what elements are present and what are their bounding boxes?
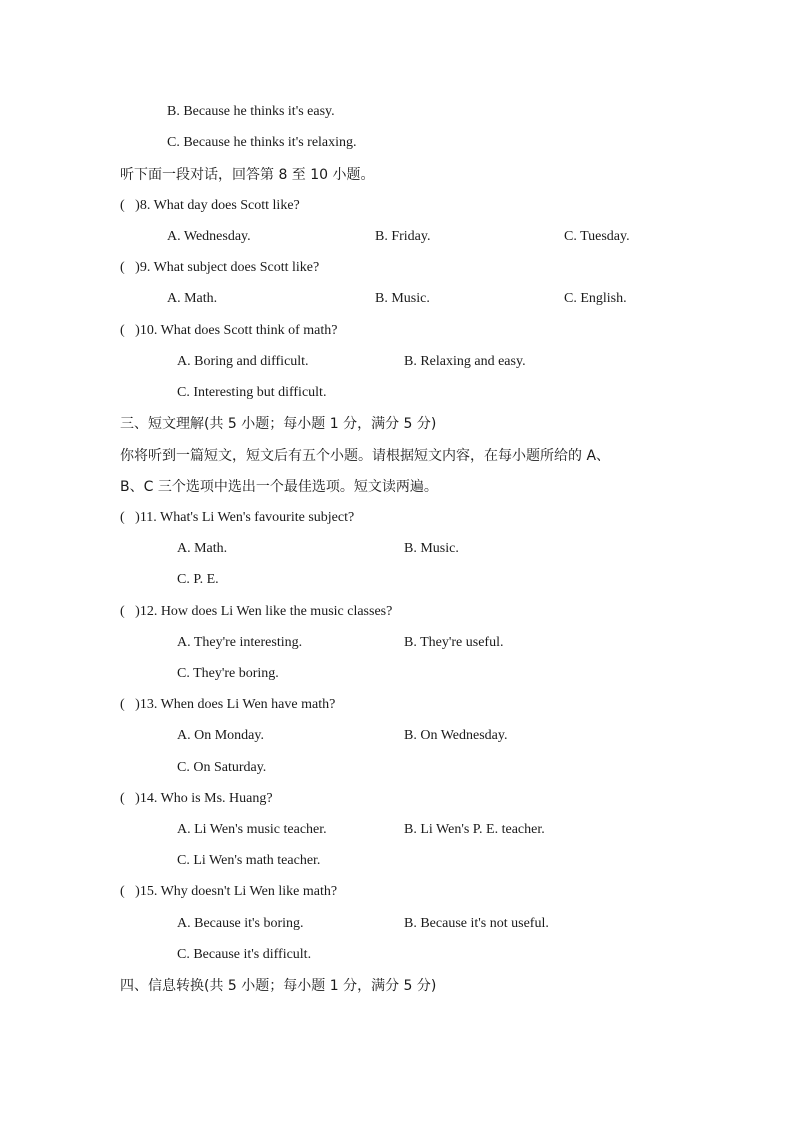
q12-option-a: A. They're interesting. bbox=[177, 635, 303, 650]
q11-option-a: A. Math. bbox=[177, 541, 228, 556]
q8-stem: ( )8. What day does Scott like? bbox=[120, 198, 300, 213]
q14-stem: ( )14. Who is Ms. Huang? bbox=[120, 791, 273, 806]
q9-option-a: A. Math. bbox=[167, 291, 218, 306]
q13-stem: ( )13. When does Li Wen have math? bbox=[120, 697, 336, 712]
q9-option-b: B. Music. bbox=[375, 291, 430, 306]
q12-option-b: B. They're useful. bbox=[404, 635, 504, 650]
q7-option-c: C. Because he thinks it's relaxing. bbox=[167, 135, 357, 150]
q10-option-b: B. Relaxing and easy. bbox=[404, 354, 526, 369]
q7-option-b: B. Because he thinks it's easy. bbox=[167, 104, 335, 119]
q15-stem: ( )15. Why doesn't Li Wen like math? bbox=[120, 884, 338, 899]
q13-option-a: A. On Monday. bbox=[177, 728, 264, 743]
q9-stem: ( )9. What subject does Scott like? bbox=[120, 260, 320, 275]
q15-option-a: A. Because it's boring. bbox=[177, 916, 304, 931]
q10-option-c: C. Interesting but difficult. bbox=[177, 385, 327, 400]
q8-option-c: C. Tuesday. bbox=[564, 229, 630, 244]
q14-option-b: B. Li Wen's P. E. teacher. bbox=[404, 822, 545, 837]
section3-instruction-line2: B、C 三个选项中选出一个最佳选项。短文读两遍。 bbox=[120, 479, 438, 495]
q14-option-a: A. Li Wen's music teacher. bbox=[177, 822, 327, 837]
q14-option-c: C. Li Wen's math teacher. bbox=[177, 853, 321, 868]
q8-option-a: A. Wednesday. bbox=[167, 229, 251, 244]
q12-option-c: C. They're boring. bbox=[177, 666, 279, 681]
q12-stem: ( )12. How does Li Wen like the music classes? bbox=[120, 604, 393, 619]
section4-title: 四、信息转换(共 5 小题；每小题 1 分，满分 5 分) bbox=[120, 978, 437, 994]
q15-option-b: B. Because it's not useful. bbox=[404, 916, 549, 931]
section3-instruction-line1: 你将听到一篇短文，短文后有五个小题。请根据短文内容，在每小题所给的 A、 bbox=[120, 448, 611, 464]
q10-option-a: A. Boring and difficult. bbox=[177, 354, 309, 369]
section3-title: 三、短文理解(共 5 小题；每小题 1 分，满分 5 分) bbox=[120, 416, 437, 432]
q11-option-c: C. P. E. bbox=[177, 572, 219, 587]
q9-option-c: C. English. bbox=[564, 291, 627, 306]
q11-stem: ( )11. What's Li Wen's favourite subject? bbox=[120, 510, 355, 525]
q15-option-c: C. Because it's difficult. bbox=[177, 947, 312, 962]
q13-option-b: B. On Wednesday. bbox=[404, 728, 508, 743]
dialog-instruction: 听下面一段对话，回答第 8 至 10 小题。 bbox=[120, 167, 375, 183]
q11-option-b: B. Music. bbox=[404, 541, 459, 556]
q13-option-c: C. On Saturday. bbox=[177, 760, 267, 775]
q8-option-b: B. Friday. bbox=[375, 229, 431, 244]
q10-stem: ( )10. What does Scott think of math? bbox=[120, 323, 338, 338]
